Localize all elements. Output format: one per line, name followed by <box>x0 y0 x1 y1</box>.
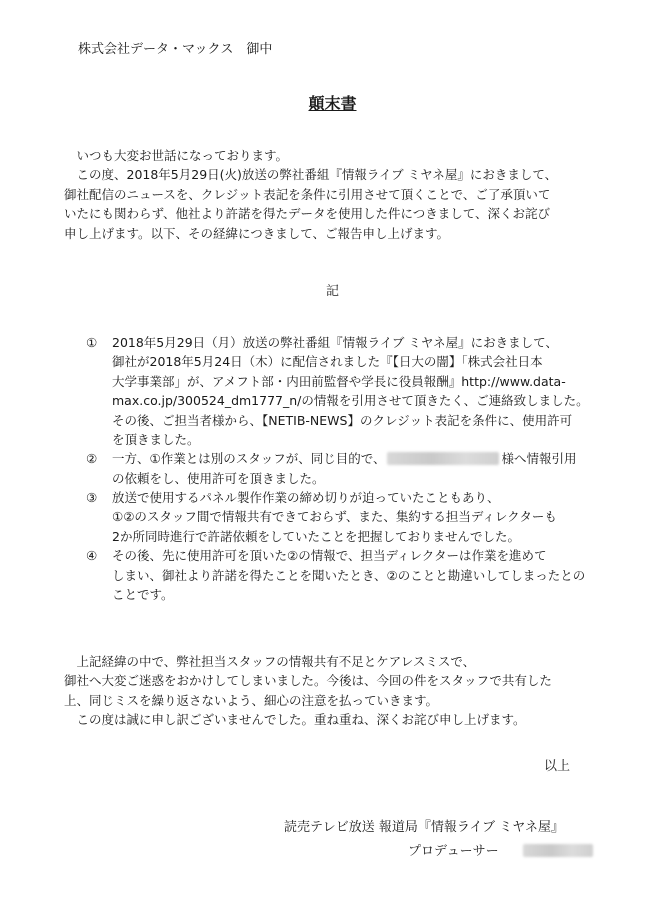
list-item-1 <box>86 333 626 449</box>
item-line: その後、ご担当者様から、【NETIB-NEWS】のクレジット表記を条件に、使用許可 <box>112 412 573 428</box>
ki-heading: 記 <box>325 284 339 299</box>
item-line: 2か所同時進行で許諾依頼をしていたことを把握しておりませんでした。 <box>112 528 520 544</box>
item-list <box>86 333 626 604</box>
intro-paragraph <box>64 146 624 243</box>
intro-line: この度、2018年5月29日(火)放送の弊社番組『情報ライブ ミヤネ屋』におきまして、 <box>64 167 558 183</box>
item-line: しまい、御社より許諾を得たことを聞いたとき、②のことと勘違いしてしまったとの <box>112 567 586 583</box>
list-item-4 <box>86 546 626 604</box>
intro-line: いたにも関わらず、他社より許諾を得たデータを使用した件につきまして、深くお詫び <box>64 206 551 222</box>
closing-line: 上記経緯の中で、弊社担当スタッフの情報共有不足とケアレスミスで、 <box>64 654 476 669</box>
item-line-text: 様へ情報引用 <box>501 451 577 467</box>
signature-title <box>408 842 595 862</box>
list-item-3 <box>86 488 626 546</box>
item-number: ④ <box>86 548 98 564</box>
closing-line: 御社へ大変ご迷惑をおかけしてしまいました。今後は、今回の件をスタッフで共有した <box>64 673 552 689</box>
closing-paragraph <box>64 652 624 730</box>
item-line: を頂きました。 <box>112 431 200 447</box>
item-body <box>112 546 626 604</box>
intro-line: 申し上げます。以下、その経緯につきまして、ご報告申し上げます。 <box>64 225 450 241</box>
document-title <box>0 92 665 117</box>
item-line: ①②のスタッフ間で情報共有できておらず、また、集約する担当ディレクターも <box>112 509 557 525</box>
item-line: 2018年5月29日（月）放送の弊社番組『情報ライブ ミヤネ屋』におきまして、 <box>112 335 558 350</box>
list-item-2 <box>86 449 626 488</box>
item-body <box>112 488 626 546</box>
item-number: ② <box>86 451 98 467</box>
redacted-name <box>387 452 499 465</box>
item-number: ③ <box>86 490 98 505</box>
item-line: ことです。 <box>112 586 174 602</box>
item-line: その後、先に使用許可を頂いた②の情報で、担当ディレクターは作業を進めて <box>112 548 547 564</box>
signature-organization: 読売テレビ放送 報道局『情報ライブ ミヤネ屋』 <box>284 820 564 835</box>
item-line: max.co.jp/300524_dm1777_n/の情報を引用させて頂きたく、ご連絡致しました。 <box>112 393 589 409</box>
signature-role: プロデューサー <box>408 844 499 859</box>
item-line-text: 一方、①作業とは別のスタッフが、同じ目的で、 <box>112 451 386 467</box>
item-body <box>112 449 626 488</box>
redacted-signature-name <box>523 844 593 857</box>
item-line: 放送で使用するパネル製作作業の締め切りが迫っていたこともあり、 <box>112 490 500 505</box>
addressee: 株式会社データ・マックス 御中 <box>78 42 273 57</box>
closing-mark: 以上 <box>544 759 571 774</box>
closing-line: 上、同じミスを繰り返さないよう、細心の注意を払っていきます。 <box>64 692 439 708</box>
item-line: 大学事業部」が、アメフト部・内田前監督や学長に役員報酬』http://www.data- <box>112 373 566 389</box>
intro-line: いつも大変お世話になっております。 <box>64 148 289 163</box>
item-line <box>112 449 626 468</box>
intro-line: 御社配信のニュースを、クレジット表記を条件に引用させて頂くことで、ご了承頂いて <box>64 186 551 202</box>
item-line: 御社が2018年5月24日（木）に配信されました『【日大の闇】「株式会社日本 <box>112 354 543 370</box>
item-line: の依頼をし、使用許可を頂きました。 <box>112 470 325 486</box>
item-number: ① <box>86 335 98 350</box>
closing-line: この度は誠に申し訳ございませんでした。重ね重ね、深くお詫び申し上げます。 <box>64 712 526 728</box>
document-title-text: 顛末書 <box>308 94 357 113</box>
item-body <box>112 333 626 449</box>
